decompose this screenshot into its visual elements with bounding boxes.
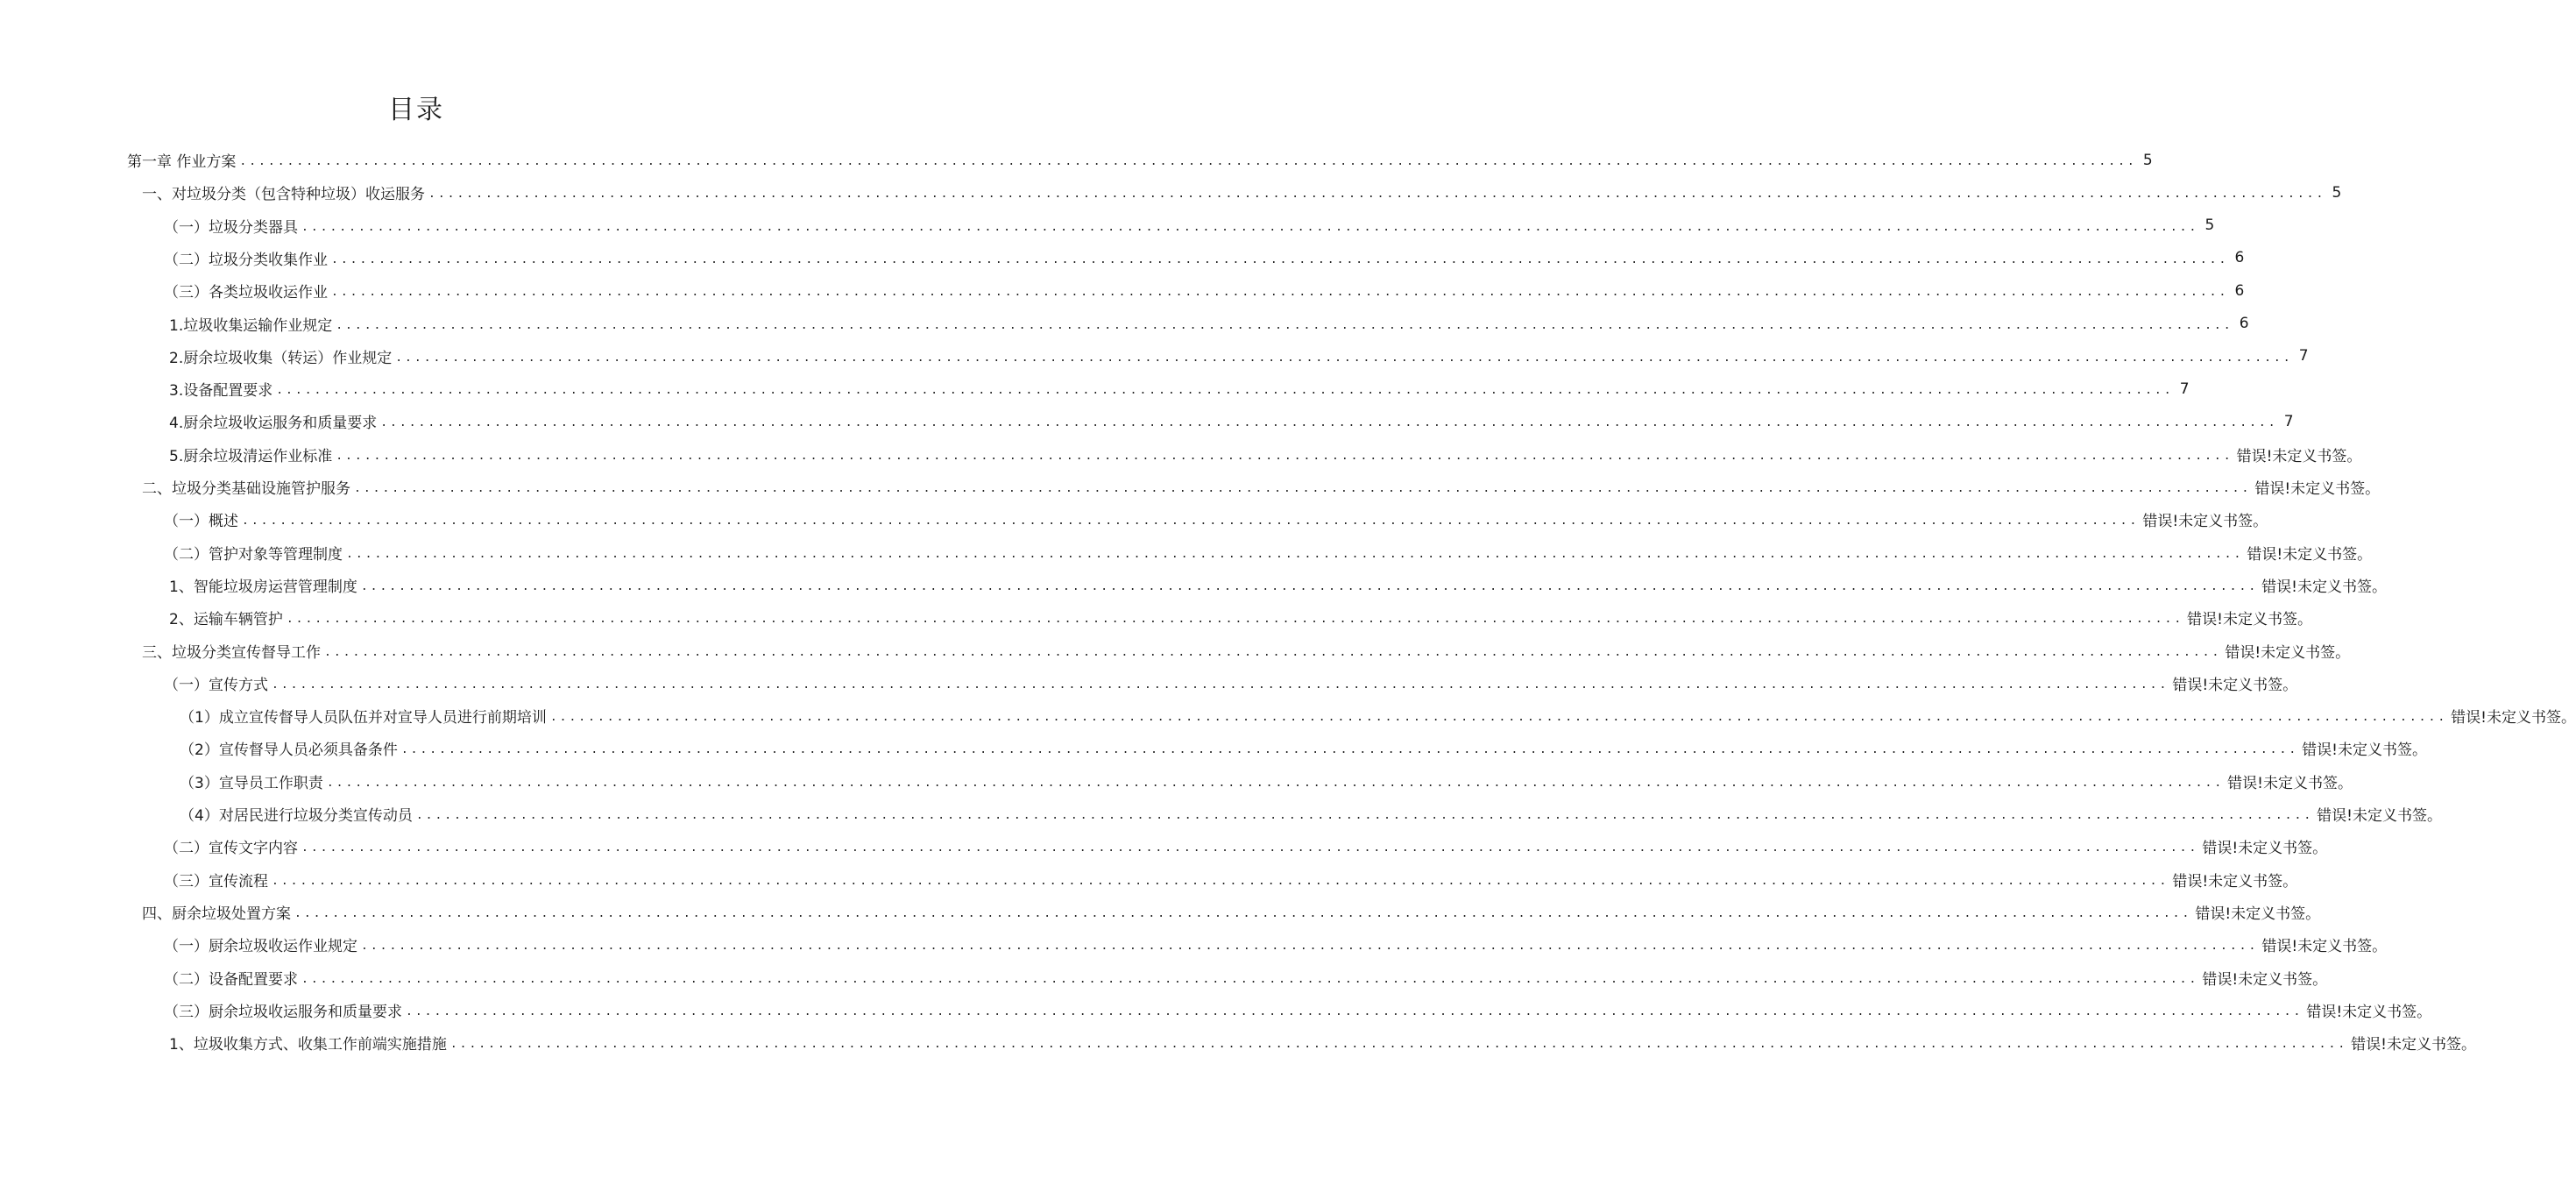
toc-entry-page: 错误!未定义书签。	[2187, 611, 2312, 629]
toc-entry[interactable]	[142, 896, 2321, 928]
toc-dot-leader: ........................................................................................................................................................................................................	[272, 874, 2169, 888]
toc-dot-leader: ........................................................................................................................................................................................................	[336, 449, 2233, 463]
toc-dot-leader: ........................................................................................................................................................................................................	[301, 220, 2199, 234]
toc-dot-leader: ........................................................................................................................................................................................................	[272, 678, 2169, 692]
toc-dot-leader: ........................................................................................................................................................................................................	[301, 841, 2199, 855]
toc-entry-label: 1、智能垃圾房运营管理制度	[169, 578, 357, 596]
toc-entry-label: （二）管护对象等管理制度	[164, 545, 343, 564]
toc-entry-page: 错误!未定义书签。	[2261, 578, 2387, 596]
toc-entry[interactable]	[180, 699, 2576, 732]
toc-dot-leader: ........................................................................................................................................................................................................	[361, 940, 2259, 954]
toc-dot-leader: ........................................................................................................................................................................................................	[354, 482, 2252, 495]
toc-entry-label: （1）成立宣传督导人员队伍并对宣导人员进行前期培训	[180, 709, 547, 727]
toc-entry[interactable]	[169, 438, 2362, 471]
toc-entry-page: 错误!未定义书签。	[2317, 807, 2442, 825]
toc-dot-leader: ........................................................................................................................................................................................................	[428, 188, 2326, 202]
toc-entry-page: 错误!未定义书签。	[2142, 513, 2268, 531]
toc-entry-label: 1.垃圾收集运输作业规定	[169, 316, 333, 335]
toc-entry-page: 错误!未定义书签。	[2254, 480, 2381, 498]
toc-entry-label: 一、对垃圾分类（包含特种垃圾）收运服务	[142, 186, 425, 204]
toc-entry[interactable]	[127, 144, 2153, 176]
toc-entry-page: 错误!未定义书签。	[2302, 742, 2427, 760]
toc-entry-page: 6	[2234, 249, 2245, 267]
toc-entry[interactable]	[164, 830, 2328, 862]
toc-dot-leader: ........................................................................................................................................................................................................	[286, 613, 2184, 627]
toc-entry[interactable]	[142, 471, 2381, 503]
toc-entry-label: 2、运输车辆管护	[169, 611, 283, 629]
toc-entry[interactable]	[169, 405, 2294, 437]
toc-entry-label: （三）宣传流程	[164, 872, 268, 891]
toc-entry[interactable]	[164, 994, 2432, 1026]
toc-entry-page: 错误!未定义书签。	[2202, 840, 2328, 858]
toc-dot-leader: ........................................................................................................................................................................................................	[549, 711, 2448, 725]
toc-entry-label: （2）宣传督导人员必须具备条件	[180, 742, 398, 760]
toc-entry-label: （二）垃圾分类收集作业	[164, 251, 328, 269]
toc-entry-label: 4.厨余垃圾收运服务和质量要求	[169, 415, 378, 433]
toc-entry-label: （一）垃圾分类器具	[164, 218, 298, 237]
toc-entry-page: 错误!未定义书签。	[2172, 872, 2298, 891]
toc-entry-label: 5.厨余垃圾清运作业标准	[169, 447, 333, 465]
toc-entry[interactable]	[180, 798, 2442, 830]
toc-entry-page: 7	[2298, 347, 2309, 365]
toc-entry-page: 错误!未定义书签。	[2261, 938, 2388, 956]
toc-entry[interactable]	[169, 569, 2387, 601]
toc-dot-leader: ........................................................................................................................................................................................................	[331, 286, 2229, 300]
toc-dot-leader: ........................................................................................................................................................................................................	[301, 972, 2199, 986]
toc-dot-leader: ........................................................................................................................................................................................................	[415, 809, 2314, 822]
toc-title: 目录	[388, 95, 444, 125]
toc-entry-page: 6	[2239, 315, 2249, 332]
toc-dot-leader: ........................................................................................................................................................................................................	[324, 645, 2222, 659]
toc-entry-page: 错误!未定义书签。	[2451, 709, 2576, 727]
toc-entry-label: （三）各类垃圾收运作业	[164, 284, 328, 302]
toc-entry[interactable]	[180, 765, 2353, 798]
toc-entry-label: （3）宣导员工作职责	[180, 774, 323, 792]
toc-entry-page: 7	[2283, 412, 2294, 430]
toc-entry[interactable]	[164, 242, 2245, 274]
toc-entry-page: 5	[2142, 151, 2153, 169]
toc-dot-leader: ........................................................................................................................................................................................................	[242, 514, 2140, 529]
toc-dot-leader: ........................................................................................................................................................................................................	[326, 776, 2225, 790]
toc-entry[interactable]	[164, 536, 2373, 569]
toc-entry[interactable]	[164, 503, 2268, 536]
toc-entry[interactable]	[164, 274, 2245, 307]
toc-entry-label: 四、厨余垃圾处置方案	[142, 905, 291, 923]
toc-entry[interactable]	[164, 962, 2328, 994]
toc-entry-page: 错误!未定义书签。	[2236, 447, 2362, 465]
toc-entry-label: 三、垃圾分类宣传督导工作	[142, 643, 321, 662]
toc-dot-leader: ........................................................................................................................................................................................................	[294, 906, 2192, 920]
toc-entry-label: 1、垃圾收集方式、收集工作前端实施措施	[169, 1036, 447, 1054]
toc-entry-label: 二、垃圾分类基础设施管护服务	[142, 480, 350, 498]
toc-dot-leader: ........................................................................................................................................................................................................	[395, 351, 2293, 365]
toc-entry[interactable]	[142, 176, 2342, 209]
toc-entry[interactable]	[142, 635, 2351, 667]
toc-entry-page: 错误!未定义书签。	[2225, 643, 2351, 662]
toc-dot-leader: ........................................................................................................................................................................................................	[360, 579, 2259, 593]
toc-entry[interactable]	[169, 373, 2190, 405]
toc-dot-leader: ........................................................................................................................................................................................................	[449, 1038, 2348, 1052]
toc-dot-leader: ........................................................................................................................................................................................................	[346, 547, 2244, 561]
toc-entry-label: 第一章 作业方案	[127, 153, 237, 171]
toc-entry-label: （一）厨余垃圾收运作业规定	[164, 938, 357, 956]
toc-dot-leader: ........................................................................................................................................................................................................	[406, 1004, 2304, 1018]
toc-entry-label: （二）宣传文字内容	[164, 840, 298, 858]
toc-entry-label: （三）厨余垃圾收运服务和质量要求	[164, 1003, 402, 1021]
toc-entry-label: （二）设备配置要求	[164, 970, 298, 989]
toc-entry-page: 6	[2234, 281, 2245, 300]
toc-dot-leader: ........................................................................................................................................................................................................	[276, 384, 2174, 398]
toc-entry-page: 7	[2179, 380, 2190, 398]
toc-entry[interactable]	[180, 732, 2427, 764]
toc-dot-leader: ........................................................................................................................................................................................................	[336, 318, 2233, 332]
toc-entry[interactable]	[169, 340, 2309, 373]
toc-entry-label: （一）概述	[164, 513, 238, 531]
toc-entry-page: 错误!未定义书签。	[2202, 970, 2328, 989]
toc-entry-page: 错误!未定义书签。	[2195, 905, 2321, 923]
toc-entry[interactable]	[164, 863, 2298, 896]
toc-entry[interactable]	[169, 308, 2249, 340]
toc-dot-leader: ........................................................................................................................................................................................................	[400, 743, 2299, 757]
toc-entry[interactable]	[164, 928, 2388, 961]
toc-dot-leader: ........................................................................................................................................................................................................	[380, 416, 2278, 430]
toc-dot-leader: ........................................................................................................................................................................................................	[239, 155, 2137, 168]
toc-dot-leader: ........................................................................................................................................................................................................	[331, 252, 2229, 266]
toc-entry-page: 5	[2332, 183, 2342, 202]
toc-entry-page: 错误!未定义书签。	[2247, 545, 2373, 564]
toc-entry-page: 错误!未定义书签。	[2172, 676, 2298, 694]
toc-entry[interactable]	[169, 1026, 2476, 1059]
toc-entry-label: 3.设备配置要求	[169, 382, 273, 401]
toc-entry-label: （一）宣传方式	[164, 676, 268, 694]
toc-entry[interactable]	[164, 667, 2298, 699]
toc-entry-page: 错误!未定义书签。	[2306, 1003, 2432, 1021]
toc-entry-page: 5	[2204, 216, 2215, 235]
toc-entry-label: 2.厨余垃圾收集（转运）作业规定	[169, 349, 393, 367]
toc-entry[interactable]	[164, 209, 2215, 242]
toc-entry-label: （4）对居民进行垃圾分类宣传动员	[180, 807, 413, 825]
toc-entry-page: 错误!未定义书签。	[2227, 774, 2353, 792]
toc-entry-page: 错误!未定义书签。	[2351, 1036, 2476, 1054]
toc-entry[interactable]	[169, 601, 2312, 634]
